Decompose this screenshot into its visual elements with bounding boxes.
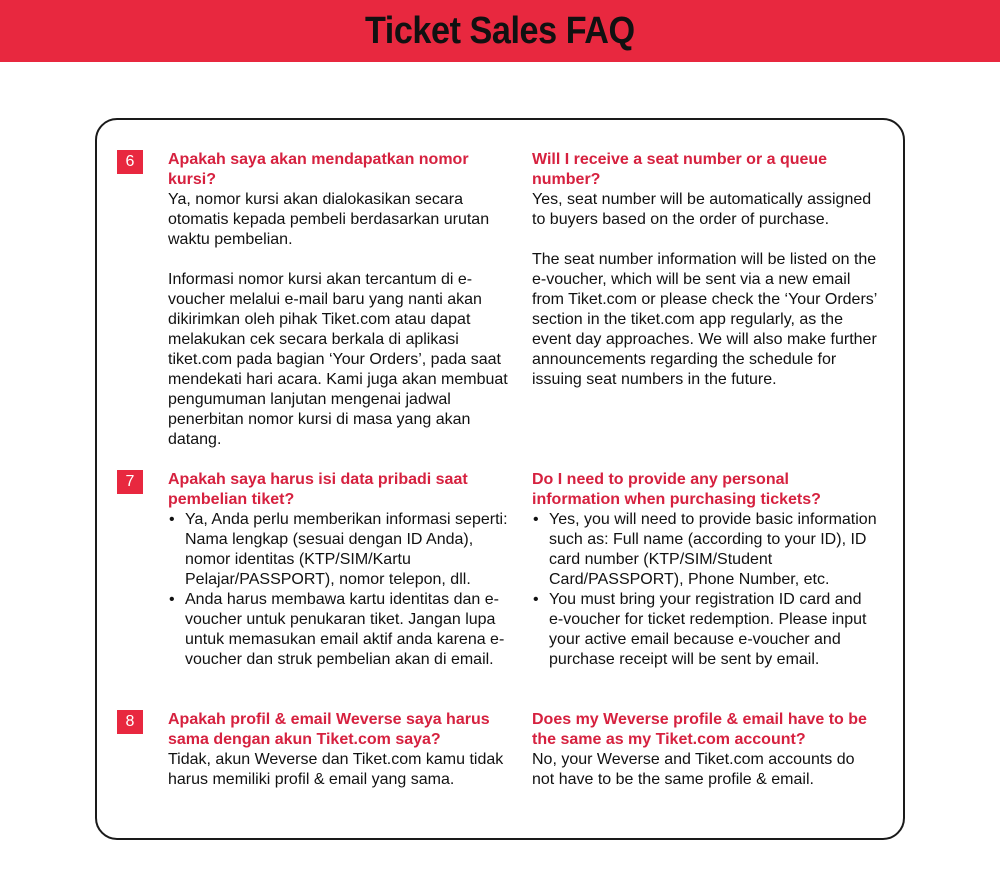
faq-number-badge: 7 [117,470,143,494]
answer-paragraph: Yes, seat number will be automatically assigned to buyers based on the order of purchase. [532,191,872,228]
page-title: Ticket Sales FAQ [365,9,635,52]
faq-answer [532,190,877,390]
faq-question: Apakah profil & email Weverse saya harus sama dengan akun Tiket.com saya? [168,711,490,748]
faq-item-6-en [532,150,877,390]
list-item: • Ya, Anda perlu memberikan informasi seperti: Nama lengkap (sesuai dengan ID Anda), nomor identitas (KTP/SIM/Kartu Pelajar/PASSPORT), nomor telepon, dll. [168,510,508,590]
list-item: • You must bring your registration ID card and e-voucher for ticket redemption. Please input your active email because e-voucher and purchase receipt will be sent by email. [532,590,877,670]
faq-item-8-en [532,710,877,790]
list-item: • Anda harus membawa kartu identitas dan e-voucher untuk penukaran tiket. Jangan lupa untuk memasukan email aktif anda karena e-voucher dan struk pembelian akan di email. [168,590,508,670]
faq-item-7-en [532,470,877,670]
faq-question: Apakah saya akan mendapatkan nomor kursi? [168,151,469,188]
answer-paragraph: No, your Weverse and Tiket.com accounts do not have to be the same profile & email. [532,751,855,788]
faq-question: Does my Weverse profile & email have to be the same as my Tiket.com account? [532,711,867,748]
faq-answer [532,750,877,790]
header-banner [0,0,1000,62]
faq-answer [168,750,508,790]
faq-number-badge: 8 [117,710,143,734]
answer-paragraph: Ya, nomor kursi akan dialokasikan secara otomatis kepada pembeli berdasarkan urutan waktu pembelian. [168,191,490,248]
faq-item-7-id [168,470,508,670]
faq-answer-list [532,510,877,670]
answer-paragraph: Informasi nomor kursi akan tercantum di e-voucher melalui e-mail baru yang nanti akan dikirimkan oleh pihak Tiket.com atau dapat melakukan cek secara berkala di aplikasi tiket.com pada bagian ‘Your Orders’, pada saat mendekati hari acara. Kami juga akan membuat pengumuman lanjutan mengenai jadwal penerbitan nomor kursi di masa yang akan datang. [168,271,508,448]
faq-item-6-id [168,150,508,450]
faq-answer [168,190,508,450]
answer-paragraph: Tidak, akun Weverse dan Tiket.com kamu tidak harus memiliki profil & email yang sama. [168,751,504,788]
faq-question: Apakah saya harus isi data pribadi saat pembelian tiket? [168,471,468,508]
answer-paragraph: The seat number information will be listed on the e-voucher, which will be sent via a new email from Tiket.com or please check the ‘Your Orders’ section in the tiket.com app regularly, as the event day approaches. We will also make further announcements regarding the schedule for issuing seat numbers in the future. [532,251,877,388]
faq-item-8-id [168,710,508,790]
faq-question: Do I need to provide any personal information when purchasing tickets? [532,471,821,508]
faq-number-badge: 6 [117,150,143,174]
faq-answer-list [168,510,508,670]
faq-question: Will I receive a seat number or a queue number? [532,151,828,188]
list-item: • Yes, you will need to provide basic information such as: Full name (according to your ID), ID card number (KTP/SIM/Student Card/PASSPORT), Phone Number, etc. [532,510,877,590]
